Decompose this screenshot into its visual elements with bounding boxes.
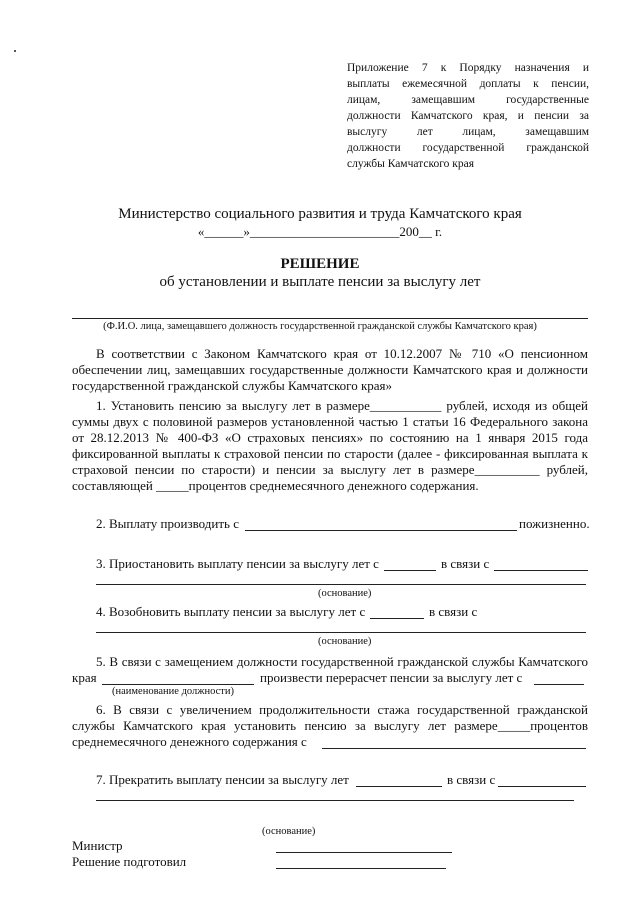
appendix-line: выплаты ежемесячной доплаты к пенсии,: [347, 78, 589, 90]
item1-line: фиксированной выплаты к страховой пенсии по старости (далее - фиксированная выплата к: [72, 446, 588, 461]
prepared-label: Решение подготовил: [72, 854, 187, 869]
item5-position-field[interactable]: [102, 684, 254, 685]
item2-end: пожизненно.: [519, 516, 590, 531]
item5-date-field[interactable]: [534, 684, 584, 685]
item7-date-field[interactable]: [356, 786, 442, 787]
item5-word: края: [72, 670, 97, 685]
item4-basis-field[interactable]: [96, 632, 586, 633]
item1-line: от 28.12.2013 № 400-ФЗ «О страховых пенсиях» по состоянию на 1 января 2015 года: [72, 430, 588, 445]
item6-date-field[interactable]: [322, 748, 586, 749]
item1-line: составляющей _____процентов среднемесячного денежного содержания.: [72, 478, 479, 493]
prepared-signature-field[interactable]: [276, 868, 446, 869]
item3-reason-label: в связи с: [441, 556, 490, 571]
item3-basis-field[interactable]: [96, 584, 586, 585]
item6-line: среднемесячного денежного содержания с: [72, 734, 307, 749]
item1-line: страховой пенсии по старости) и пенсии за выслугу лет в размере__________ рублей,: [72, 462, 588, 477]
item7-label: 7. Прекратить выплату пенсии за выслугу лет: [96, 772, 349, 787]
document-subtitle: об установлении и выплате пенсии за выслугу лет: [159, 274, 481, 290]
item2-date-field[interactable]: [245, 530, 517, 531]
appendix-line: лицам, замещавшим государственные: [347, 94, 589, 106]
item3-reason-field[interactable]: [494, 570, 588, 571]
item4-date-field[interactable]: [370, 618, 424, 619]
minister-label: Министр: [72, 838, 123, 853]
item1-line: 1. Установить пенсию за выслугу лет в размере___________ рублей, исходя из общей: [96, 398, 588, 413]
item5-line2: произвести перерасчет пенсии за выслугу лет с: [260, 670, 523, 685]
preamble-line: государственной гражданской службы Камчатского края»: [72, 378, 393, 393]
item1-line: суммы двух с половиной размеров установленной частью 1 статьи 16 Федерального закона: [72, 414, 588, 429]
basis-caption: (основание): [318, 588, 372, 599]
item4-label: 4. Возобновить выплату пенсии за выслугу лет с: [96, 604, 366, 619]
fio-caption: (Ф.И.О. лица, замещавшего должность государственной гражданской службы Камчатского края): [103, 321, 537, 332]
position-caption: (наименование должности): [112, 686, 235, 697]
scan-mark: [14, 50, 16, 52]
item4-reason-label: в связи с: [429, 604, 478, 619]
item6-line: 6. В связи с увеличением продолжительности стажа государственной гражданской: [96, 702, 588, 717]
item3-label: 3. Приостановить выплату пенсии за выслугу лет с: [96, 556, 379, 571]
appendix-line: должности государственной гражданской: [347, 142, 589, 154]
ministry-name: Министерство социального развития и труда Камчатского края: [118, 206, 522, 222]
basis-caption: (основание): [318, 636, 372, 647]
document-title: РЕШЕНИЕ: [280, 256, 360, 272]
fio-field-line[interactable]: [72, 318, 588, 319]
preamble-line: обеспечении лиц, замещавших государственные должности Камчатского края и должности: [72, 362, 588, 377]
minister-signature-field[interactable]: [276, 852, 452, 853]
item2-label: 2. Выплату производить с: [96, 516, 239, 531]
appendix-line: службы Камчатского края: [347, 158, 474, 170]
appendix-line: выслугу лет лицам, замещавшим: [347, 126, 589, 138]
item3-date-field[interactable]: [384, 570, 436, 571]
appendix-line: Приложение 7 к Порядку назначения и: [347, 62, 589, 74]
date-line: «______»_______________________200__ г.: [197, 224, 443, 239]
item7-reason-label: в связи с: [447, 772, 496, 787]
item7-reason-field[interactable]: [498, 786, 586, 787]
item6-line: службы Камчатского края установить пенсию за выслугу лет размере_____процентов: [72, 718, 588, 733]
appendix-line: должности Камчатского края, и пенсии за: [347, 110, 589, 122]
item5-line1: 5. В связи с замещением должности государственной гражданской службы Камчатского: [96, 654, 588, 669]
basis-caption: (основание): [262, 826, 316, 837]
item7-basis-field[interactable]: [96, 800, 574, 801]
preamble-line: В соответствии с Законом Камчатского края от 10.12.2007 № 710 «О пенсионном: [96, 346, 588, 361]
